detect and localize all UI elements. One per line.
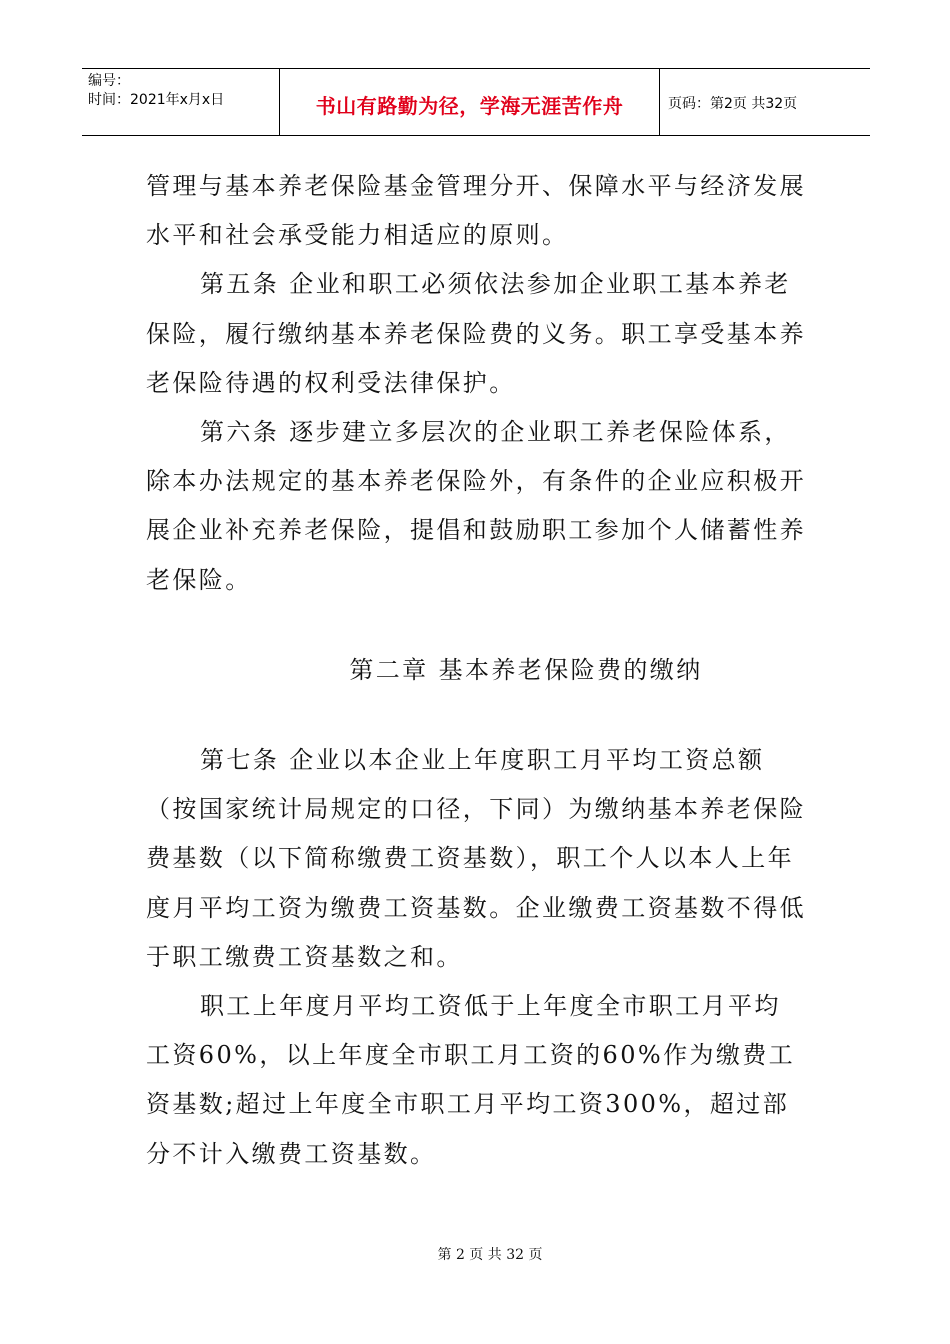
- header-page-info: 页码：第2页 共32页: [668, 96, 798, 112]
- spacer: [146, 605, 806, 646]
- article-6: 第六条 逐步建立多层次的企业职工养老保险体系，除本办法规定的基本养老保险外，有条件的企业应积极开展企业补充养老保险，提倡和鼓励职工参加个人储蓄性养老保险。: [146, 418, 806, 594]
- document-time-label: 时间：2021年x月x日: [88, 92, 225, 108]
- article-7-paragraph-2: 职工上年度月平均工资低于上年度全市职工月平均工资60%，以上年度全市职工月工资的60%作为缴费工资基数;超过上年度全市职工月平均工资300%，超过部分不计入缴费工资基数。: [146, 992, 796, 1168]
- header-motto: 书山有路勤为径，学海无涯苦作舟: [280, 69, 660, 135]
- page-header: [82, 68, 870, 136]
- document-number-label: 编号：: [88, 73, 130, 89]
- article-7: 第七条 企业以本企业上年度职工月平均工资总额（按国家统计局规定的口径，下同）为缴纳基本养老保险费基数（以下简称缴费工资基数），职工个人以本人上年度月平均工资为缴费工资基数。企业缴费工资基数不得低于职工缴费工资基数之和。: [146, 746, 806, 971]
- page-footer: 第 2 页 共 32 页: [437, 1247, 543, 1263]
- spacer: [146, 695, 806, 736]
- document-body: [146, 162, 806, 1179]
- chapter-heading: 第二章 基本养老保险费的缴纳: [349, 655, 703, 684]
- header-meta: [82, 69, 280, 135]
- article-5: 第五条 企业和职工必须依法参加企业职工基本养老保险，履行缴纳基本养老保险费的义务。职工享受基本养老保险待遇的权利受法律保护。: [146, 270, 806, 397]
- paragraph-continuation: 管理与基本养老保险基金管理分开、保障水平与经济发展水平和社会承受能力相适应的原则。: [146, 172, 806, 250]
